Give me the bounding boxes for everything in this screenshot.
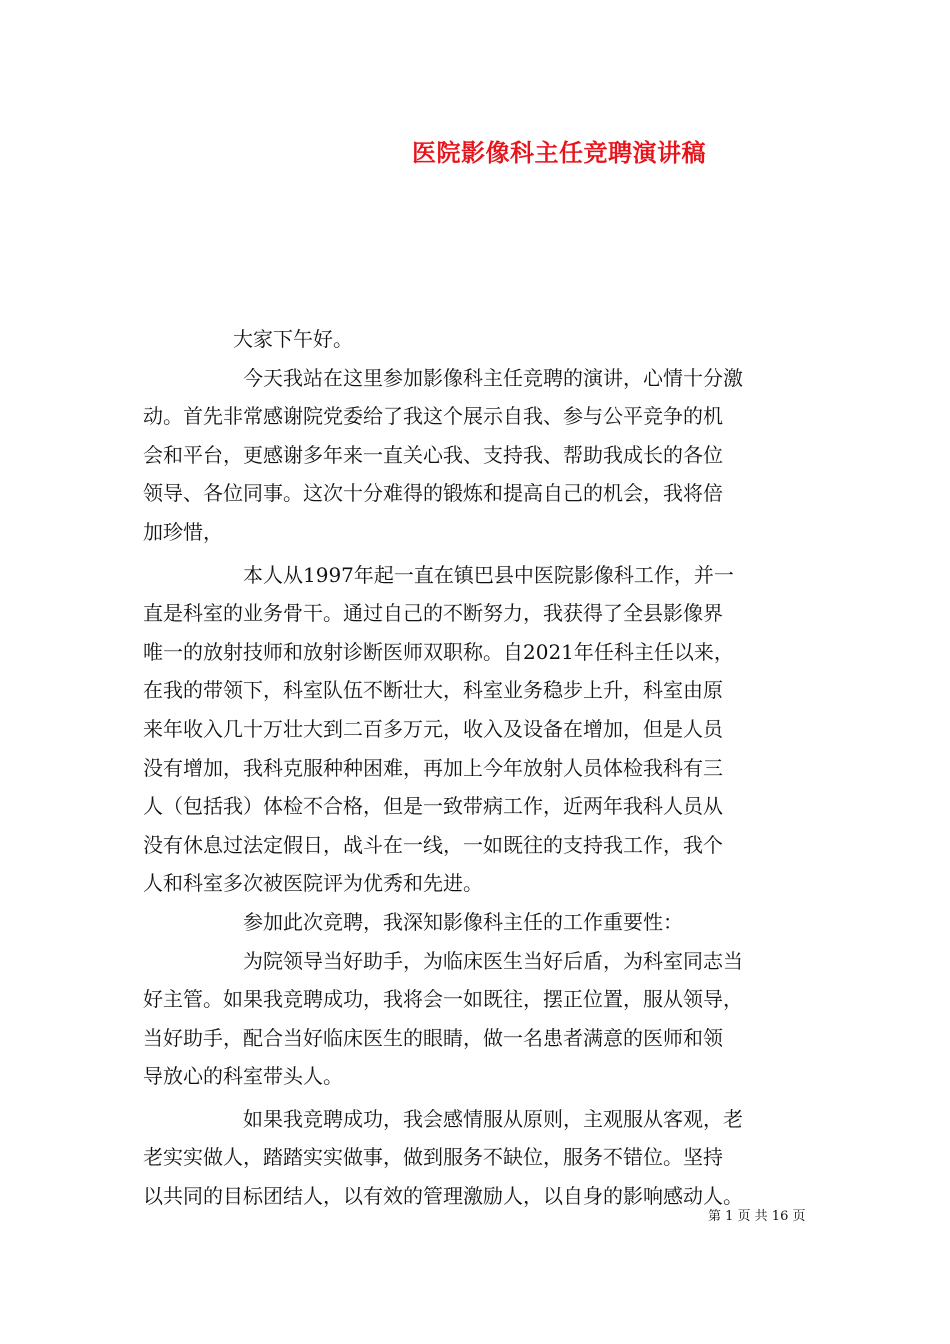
body-line: 以共同的目标团结人，以有效的管理激励人，以自身的影响感动人。	[143, 1184, 743, 1209]
body-line: 动。首先非常感谢院党委给了我这个展示自我、参与公平竞争的机	[143, 404, 723, 429]
body-line: 来年收入几十万壮大到二百多万元，收入及设备在增加，但是人员	[143, 716, 723, 741]
body-line: 人（包括我）体检不合格，但是一致带病工作，近两年我科人员从	[143, 794, 723, 819]
body-line: 导放心的科室带头人。	[143, 1064, 343, 1089]
body-line: 参加此次竞聘，我深知影像科主任的工作重要性：	[243, 909, 683, 934]
body-line: 好主管。如果我竞聘成功，我将会一如既往，摆正位置，服从领导，	[143, 987, 743, 1012]
body-line: 当好助手，配合当好临床医生的眼睛，做一名患者满意的医师和领	[143, 1025, 723, 1050]
page-number: 第 1 页 共 16 页	[708, 1209, 806, 1224]
body-line: 会和平台，更感谢多年来一直关心我、支持我、帮助我成长的各位	[143, 442, 723, 467]
body-line: 在我的带领下，科室队伍不断壮大，科室业务稳步上升，科室由原	[143, 678, 723, 703]
body-line: 没有增加，我科克服种种困难，再加上今年放射人员体检我科有三	[143, 755, 723, 780]
body-line: 今天我站在这里参加影像科主任竞聘的演讲，心情十分激	[243, 365, 743, 390]
body-line: 大家下午好。	[233, 327, 353, 351]
body-line: 加珍惜，	[143, 519, 223, 544]
body-line: 为院领导当好助手，为临床医生当好后盾，为科室同志当	[243, 948, 743, 973]
body-line: 唯一的放射技师和放射诊断医师双职称。自2021年任科主任以来，	[143, 639, 734, 664]
document-title: 医院影像科主任竞聘演讲稿	[412, 138, 706, 167]
body-line: 如果我竞聘成功，我会感情服从原则，主观服从客观，老	[243, 1106, 743, 1131]
body-line: 老实实做人，踏踏实实做事，做到服务不缺位，服务不错位。坚持	[143, 1145, 723, 1170]
body-line: 本人从1997年起一直在镇巴县中医院影像科工作，并一	[243, 562, 734, 587]
body-line: 没有休息过法定假日，战斗在一线，一如既往的支持我工作，我个	[143, 832, 723, 857]
body-line: 人和科室多次被医院评为优秀和先进。	[143, 871, 483, 896]
body-line: 直是科室的业务骨干。通过自己的不断努力，我获得了全县影像界	[143, 601, 723, 626]
body-line: 领导、各位同事。这次十分难得的锻炼和提高自己的机会，我将倍	[143, 481, 723, 506]
document-body	[143, 320, 813, 1216]
